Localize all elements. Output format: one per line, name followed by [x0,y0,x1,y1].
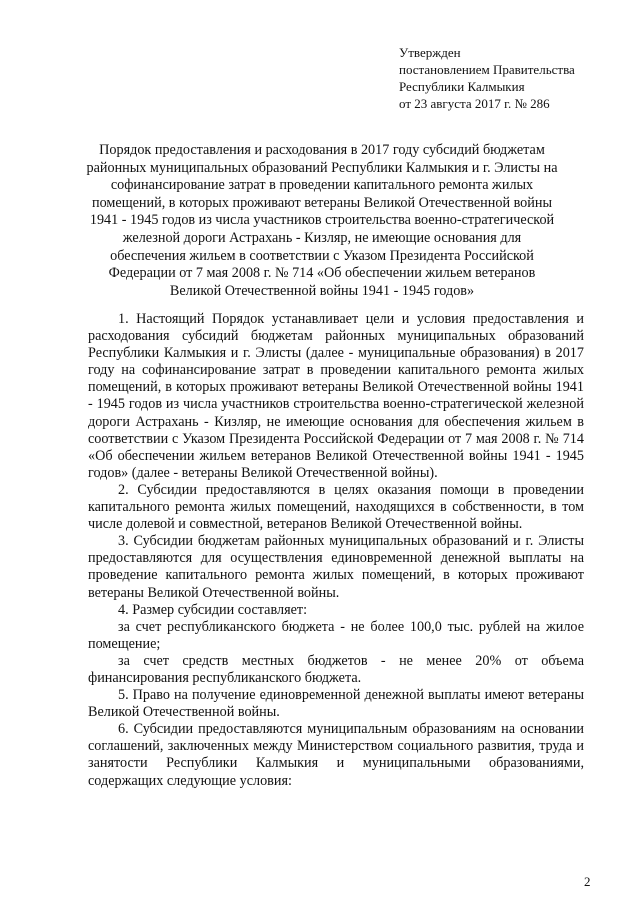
paragraph: 3. Субсидии бюджетам районных муниципальных образований и г. Элисты предоставляются для осуществления единовременной денежной выплаты на проведение капитального ремонта жилых помещений, в которых проживают ветераны Великой Отечественной войны. [88,533,584,601]
paragraph: 5. Право на получение единовременной денежной выплаты имеют ветераны Великой Отечественной войны. [88,687,584,721]
paragraph: 1. Настоящий Порядок устанавливает цели и условия предоставления и расходования субсидий бюджетам районных муниципальных образований Республики Калмыкия и г. Элисты (далее - муниципальные образования) в 2017 году на софинансирование затрат в проведении капитального ремонта жилых помещений, в которых проживают ветераны Великой Отечественной войны 1941 - 1945 годов из числа участников строительства военно-стратегической железной дороги Астрахань - Кизляр, не имеющие основания для обеспечения жильем в соответствии с Указом Президента Российской Федерации от 7 мая 2008 г. № 714 «Об обеспечении жильем ветеранов Великой Отечественной войны 1941 - 1945 годов» (далее - ветераны Великой Отечественной войны). [88,311,584,481]
approval-line: постановлением Правительства [399,62,575,77]
approval-line: от 23 августа 2017 г. № 286 [399,96,550,111]
paragraph: 6. Субсидии предоставляются муниципальным образованиям на основании соглашений, заключенных между Министерством социального развития, труда и занятости Республики Калмыкия и муниципальными образованиями, содержащих следующие условия: [88,721,584,789]
title-line: софинансирование затрат в проведении капитального ремонта жилых [110,177,534,194]
title-line: Великой Отечественной войны 1941 - 1945 годов» [169,282,475,299]
document-title [62,142,582,300]
title-line: районных муниципальных образований Республики Калмыкия и г. Элисты на [86,159,558,176]
approval-stamp [399,44,575,112]
paragraph: 2. Субсидии предоставляются в целях оказания помощи в проведении капитального ремонта жилых помещений, находящихся в собственности, в том числе долевой и совместной, ветеранов Великой Отечественной войны. [88,481,584,533]
title-line: Порядок предоставления и расходования в 2017 году субсидий бюджетам [99,142,545,158]
title-line: 1941 - 1945 годов из числа участников строительства военно-стратегической [89,212,555,229]
page-number: 2 [584,874,591,889]
approval-line: Республики Калмыкия [399,79,525,94]
paragraph: 4. Размер субсидии составляет: [118,601,308,618]
document-body [88,311,584,790]
title-line: обеспечения жильем в соответствии с Указом Президента Российской [110,247,534,264]
title-line: помещений, в которых проживают ветераны Великой Отечественной войны [92,194,552,211]
paragraph: за счет средств местных бюджетов - не менее 20% от объема финансирования республиканского бюджета. [88,652,584,686]
paragraph: за счет республиканского бюджета - не более 100,0 тыс. рублей на жилое помещение; [88,618,584,652]
approval-line: Утвержден [399,45,461,60]
title-line: железной дороги Астрахань - Кизляр, не имеющие основания для [122,229,522,246]
title-line: Федерации от 7 мая 2008 г. № 714 «Об обеспечении жильем ветеранов [108,265,536,282]
